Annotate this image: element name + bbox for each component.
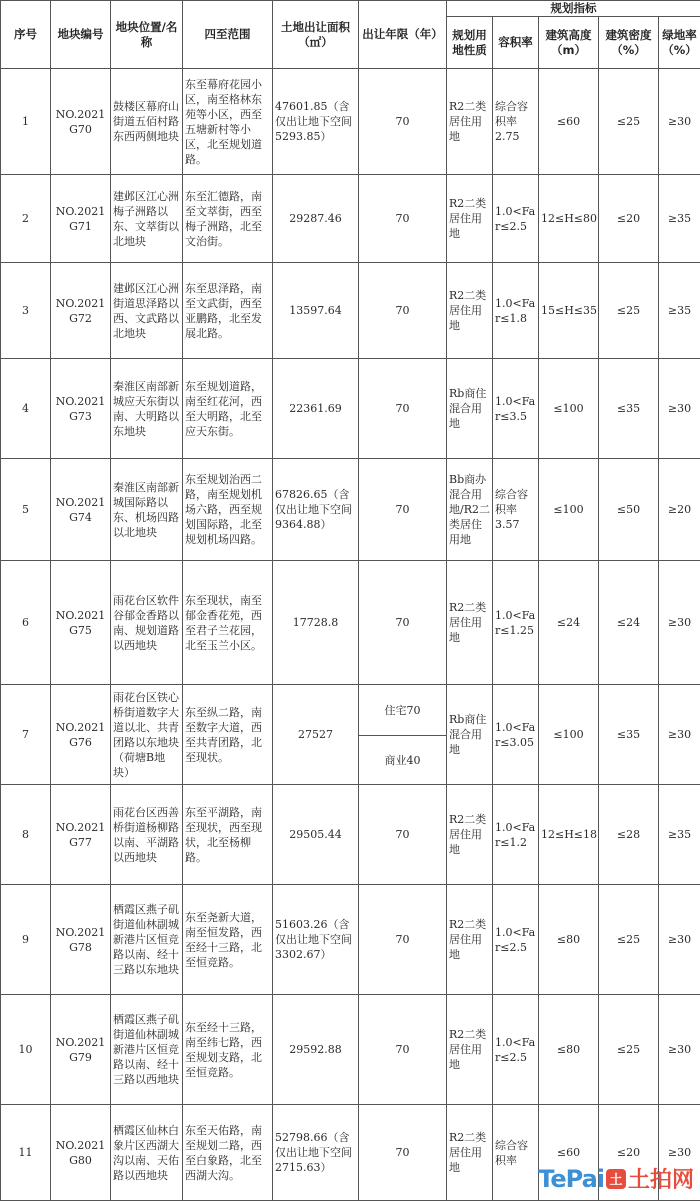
cell-far: 1.0<Far≤1.8 (493, 263, 539, 359)
table-row (1, 175, 700, 263)
cell-landuse: R2二类居住用地 (447, 785, 493, 885)
cell-term: 70 (359, 885, 447, 995)
cell-area: 17728.8 (273, 561, 359, 685)
cell-height: 12≤H≤18 (539, 785, 599, 885)
table-row (1, 359, 700, 459)
cell-bounds: 东至幕府花园小区，南至格林东苑等小区，西至五塘新村等小区，北至规划道路。 (183, 69, 273, 175)
cell-landuse: R2二类居住用地 (447, 995, 493, 1105)
cell-code: NO.2021G72 (51, 263, 111, 359)
cell-density: ≤20 (599, 175, 659, 263)
cell-term: 70 (359, 785, 447, 885)
cell-area: 51603.26（含仅出让地下空间3302.67） (273, 885, 359, 995)
cell-location: 建邺区江心洲梅子洲路以东、文萃街以北地块 (111, 175, 183, 263)
header-far: 容积率 (493, 17, 539, 69)
table-row (1, 885, 700, 995)
cell-density: ≤20 (599, 1105, 659, 1201)
cell-area: 52798.66（含仅出让地下空间2715.63） (273, 1105, 359, 1201)
cell-area: 29592.88 (273, 995, 359, 1105)
cell-area: 22361.69 (273, 359, 359, 459)
cell-green: ≥35 (659, 175, 700, 263)
cell-code: NO.2021G74 (51, 459, 111, 561)
cell-bounds: 东至平湖路，南至现状，西至现状，北至杨柳路。 (183, 785, 273, 885)
cell-height: 12≤H≤80 (539, 175, 599, 263)
cell-density: ≤35 (599, 685, 659, 785)
cell-bounds: 东至纵二路，南至数字大道，西至共青团路，北至现状。 (183, 685, 273, 785)
cell-landuse: R2二类居住用地 (447, 263, 493, 359)
cell-seq: 4 (1, 359, 51, 459)
cell-location: 建邺区江心洲街道思泽路以西、文武路以北地块 (111, 263, 183, 359)
cell-code: NO.2021G77 (51, 785, 111, 885)
cell-location: 秦淮区南部新城应天东街以南、大明路以东地块 (111, 359, 183, 459)
header-term: 出让年限（年） (359, 1, 447, 69)
cell-code: NO.2021G73 (51, 359, 111, 459)
cell-landuse: R2二类居住用地 (447, 561, 493, 685)
cell-term: 70 (359, 359, 447, 459)
cell-height: ≤60 (539, 69, 599, 175)
cell-area: 67826.65（含仅出让地下空间9364.88） (273, 459, 359, 561)
cell-seq: 7 (1, 685, 51, 785)
cell-height: ≤100 (539, 459, 599, 561)
table-row (1, 561, 700, 685)
cell-landuse: Bb商办混合用地/R2二类居住用地 (447, 459, 493, 561)
cell-density: ≤28 (599, 785, 659, 885)
header-area: 土地出让面积（㎡） (273, 1, 359, 69)
cell-landuse: R2二类居住用地 (447, 175, 493, 263)
cell-location: 栖霞区燕子矶街道仙林副城新港片区恒竞路以南、经十三路以东地块 (111, 885, 183, 995)
cell-bounds: 东至规划道路，南至红花河，西至大明路，北至应天东街。 (183, 359, 273, 459)
cell-green: ≥30 (659, 69, 700, 175)
cell-seq: 2 (1, 175, 51, 263)
cell-height: 15≤H≤35 (539, 263, 599, 359)
cell-green: ≥20 (659, 459, 700, 561)
cell-bounds: 东至经十三路，南至纬七路，西至规划支路，北至恒竞路。 (183, 995, 273, 1105)
cell-bounds: 东至现状，南至郁金香花苑，西至君子兰花园，北至玉兰小区。 (183, 561, 273, 685)
cell-height: ≤80 (539, 885, 599, 995)
table-row (1, 995, 700, 1105)
cell-location: 鼓楼区幕府山街道五佰村路东西两侧地块 (111, 69, 183, 175)
cell-far: 1.0<Far≤3.05 (493, 685, 539, 785)
cell-code: NO.2021G79 (51, 995, 111, 1105)
cell-green: ≥30 (659, 885, 700, 995)
cell-seq: 5 (1, 459, 51, 561)
cell-term-commercial: 商业40 (359, 736, 447, 785)
cell-seq: 1 (1, 69, 51, 175)
cell-far: 综合容积率3.57 (493, 459, 539, 561)
cell-green: ≥30 (659, 1105, 700, 1201)
cell-landuse: Rb商住混合用地 (447, 685, 493, 785)
cell-landuse: R2二类居住用地 (447, 1105, 493, 1201)
cell-seq: 9 (1, 885, 51, 995)
table-row (1, 263, 700, 359)
cell-term: 70 (359, 175, 447, 263)
cell-location: 秦淮区南部新城国际路以东、机场四路以北地块 (111, 459, 183, 561)
cell-seq: 10 (1, 995, 51, 1105)
tepai-watermark-logo (538, 1163, 694, 1194)
cell-height: ≤60 (539, 1105, 599, 1201)
cell-density: ≤50 (599, 459, 659, 561)
cell-green: ≥30 (659, 685, 700, 785)
header-landuse: 规划用地性质 (447, 17, 493, 69)
cell-term: 70 (359, 561, 447, 685)
cell-code: NO.2021G78 (51, 885, 111, 995)
cell-location: 雨花台区软件谷郁金香路以南、规划道路以西地块 (111, 561, 183, 685)
cell-density: ≤25 (599, 995, 659, 1105)
cell-seq: 8 (1, 785, 51, 885)
cell-density: ≤35 (599, 359, 659, 459)
cell-area: 47601.85（含仅出让地下空间5293.85） (273, 69, 359, 175)
cell-location: 雨花台区铁心桥街道数字大道以北、共青团路以东地块（荷塘B地块） (111, 685, 183, 785)
cell-density: ≤24 (599, 561, 659, 685)
table-row (1, 785, 700, 885)
header-bounds: 四至范围 (183, 1, 273, 69)
cell-bounds: 东至汇德路，南至文萃街，西至梅子洲路，北至文治街。 (183, 175, 273, 263)
cell-far: 综合容积率2.75 (493, 69, 539, 175)
cell-green: ≥30 (659, 561, 700, 685)
cell-term: 70 (359, 263, 447, 359)
cell-term: 70 (359, 995, 447, 1105)
cell-bounds: 东至天佑路，南至规划二路，西至白象路，北至西湖大沟。 (183, 1105, 273, 1201)
cell-bounds: 东至尧新大道，南至恒发路，西至经十三路，北至恒竞路。 (183, 885, 273, 995)
header-code: 地块编号 (51, 1, 111, 69)
watermark-latin-text: TePai (538, 1165, 604, 1193)
cell-bounds: 东至思泽路，南至文武街，西至亚鹏路，北至发展北路。 (183, 263, 273, 359)
header-location: 地块位置/名称 (111, 1, 183, 69)
cell-height: ≤24 (539, 561, 599, 685)
cell-area: 29505.44 (273, 785, 359, 885)
cell-landuse: R2二类居住用地 (447, 69, 493, 175)
cell-landuse: R2二类居住用地 (447, 885, 493, 995)
cell-location: 栖霞区仙林白象片区西湖大沟以南、天佑路以西地块 (111, 1105, 183, 1201)
cell-density: ≤25 (599, 885, 659, 995)
cell-term-residential: 住宅70 (359, 685, 447, 736)
cell-code: NO.2021G75 (51, 561, 111, 685)
cell-height: ≤100 (539, 359, 599, 459)
cell-area: 27527 (273, 685, 359, 785)
cell-landuse: Rb商住混合用地 (447, 359, 493, 459)
table-row (1, 685, 700, 736)
cell-density: ≤25 (599, 69, 659, 175)
cell-far: 1.0<Far≤2.5 (493, 175, 539, 263)
cell-green: ≥30 (659, 995, 700, 1105)
cell-far: 1.0<Far≤2.5 (493, 885, 539, 995)
cell-density: ≤25 (599, 263, 659, 359)
cell-seq: 6 (1, 561, 51, 685)
cell-green: ≥30 (659, 359, 700, 459)
cell-location: 雨花台区西善桥街道杨柳路以南、平湖路以西地块 (111, 785, 183, 885)
cell-code: NO.2021G70 (51, 69, 111, 175)
header-green: 绿地率（%） (659, 17, 700, 69)
cell-term: 70 (359, 459, 447, 561)
header-seq: 序号 (1, 1, 51, 69)
cell-height: ≤100 (539, 685, 599, 785)
cell-code: NO.2021G71 (51, 175, 111, 263)
table-row (1, 69, 700, 175)
cell-area: 29287.46 (273, 175, 359, 263)
cell-far: 1.0<Far≤3.5 (493, 359, 539, 459)
cell-height: ≤80 (539, 995, 599, 1105)
cell-code: NO.2021G80 (51, 1105, 111, 1201)
cell-seq: 3 (1, 263, 51, 359)
cell-code: NO.2021G76 (51, 685, 111, 785)
watermark-chinese-text: 土拍网 (628, 1163, 694, 1194)
cell-far: 1.0<Far≤2.5 (493, 995, 539, 1105)
cell-far: 1.0<Far≤1.2 (493, 785, 539, 885)
cell-bounds: 东至规划治西二路，南至规划机场六路，西至规划国际路，北至规划机场四路。 (183, 459, 273, 561)
cell-location: 栖霞区燕子矶街道仙林副城新港片区恒竞路以南、经十三路以西地块 (111, 995, 183, 1105)
header-height: 建筑高度（m） (539, 17, 599, 69)
cell-green: ≥35 (659, 263, 700, 359)
table-row (1, 459, 700, 561)
cell-term: 70 (359, 1105, 447, 1201)
watermark-badge-icon: 土 (606, 1169, 626, 1189)
header-planning: 规划指标 (447, 1, 700, 17)
cell-area: 13597.64 (273, 263, 359, 359)
cell-seq: 11 (1, 1105, 51, 1201)
cell-far: 综合容积率 (493, 1105, 539, 1201)
header-density: 建筑密度（%） (599, 17, 659, 69)
cell-green: ≥35 (659, 785, 700, 885)
cell-far: 1.0<Far≤1.25 (493, 561, 539, 685)
cell-term: 70 (359, 69, 447, 175)
